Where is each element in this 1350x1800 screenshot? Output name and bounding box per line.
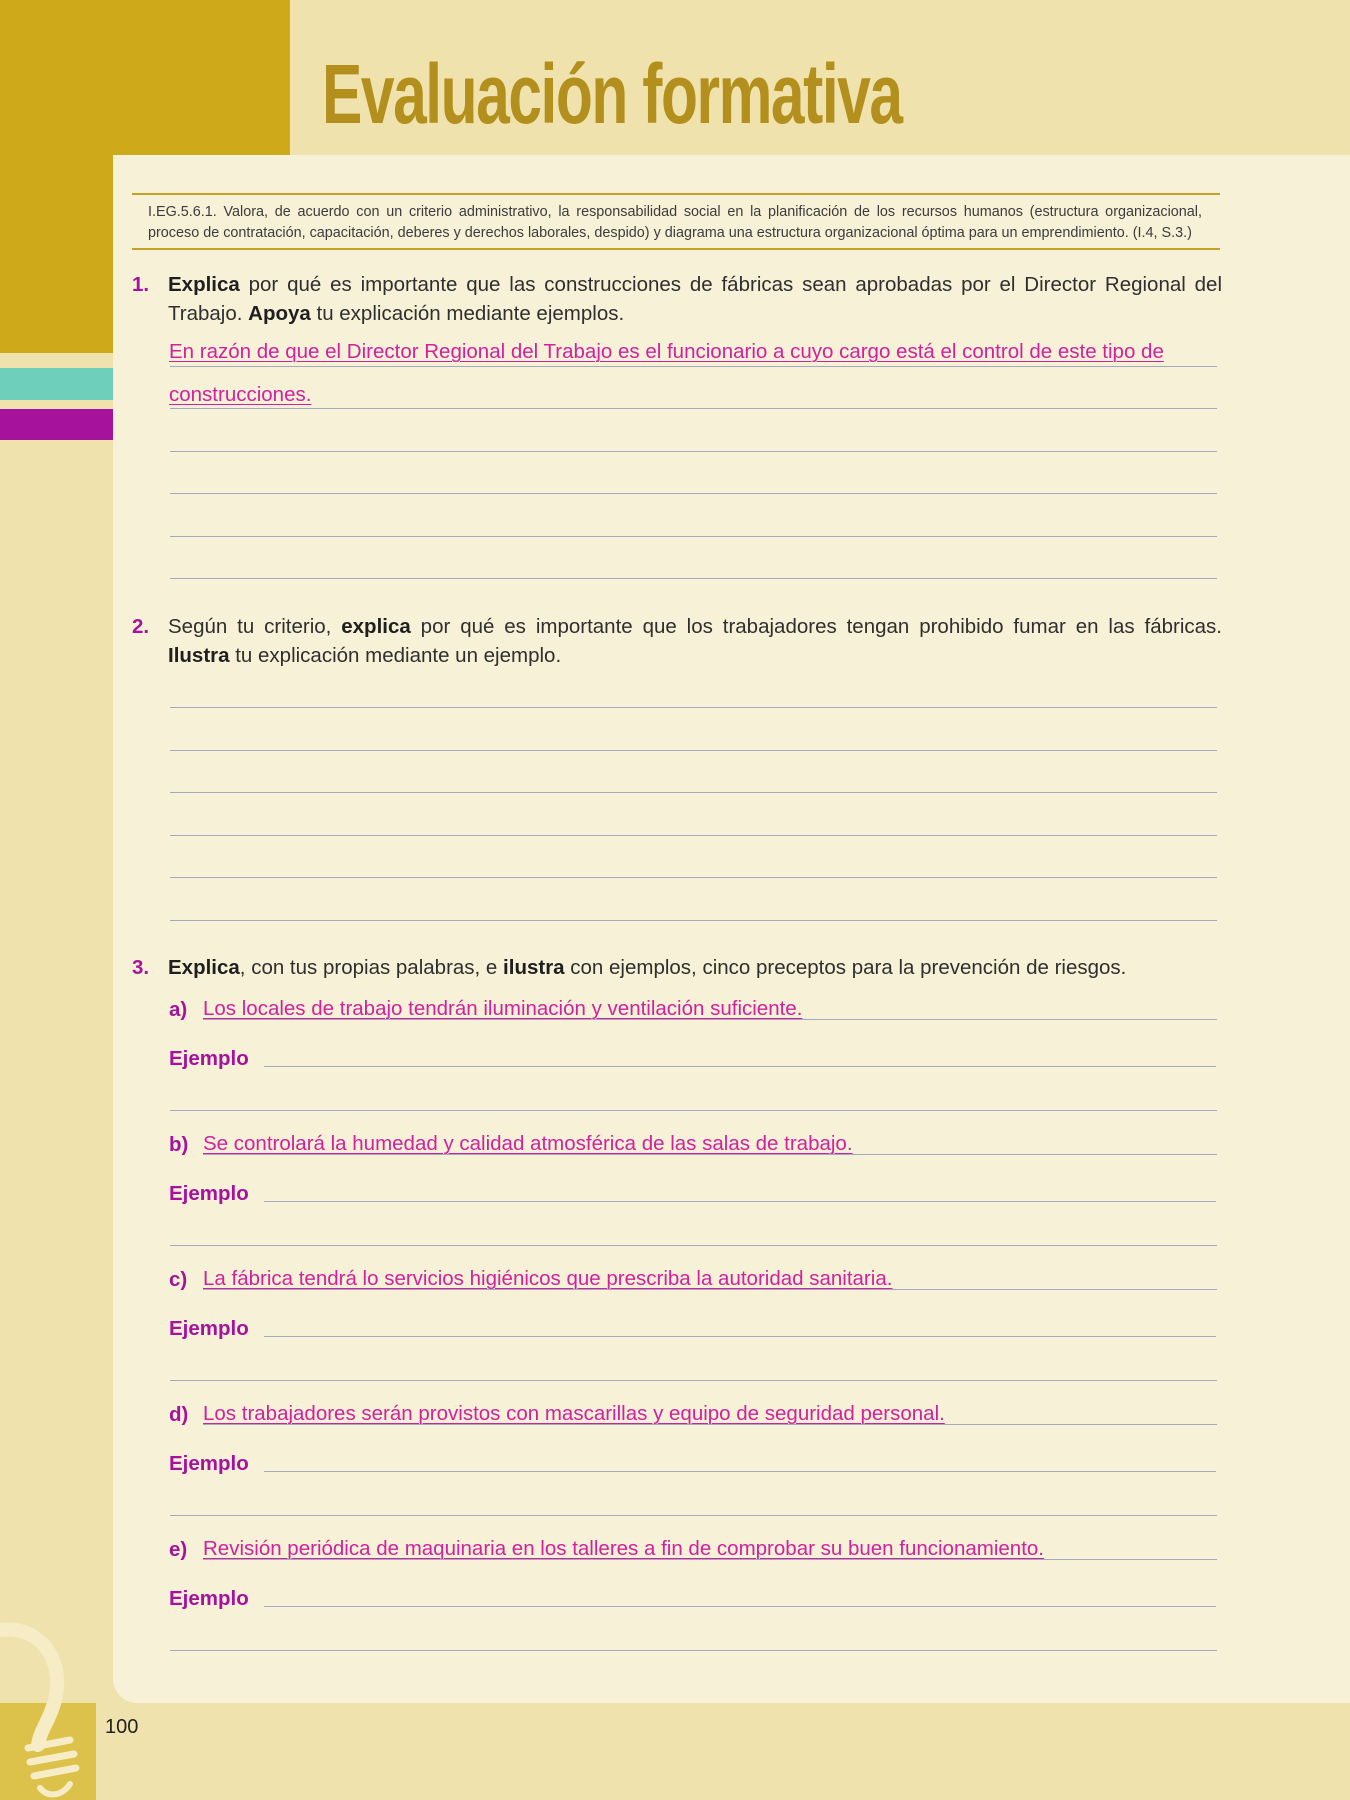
verb: Explica — [168, 273, 240, 296]
example-line[interactable] — [264, 1606, 1216, 1607]
page-number: 100 — [105, 1716, 139, 1738]
example-line[interactable] — [264, 1471, 1216, 1472]
question-1 — [132, 270, 1222, 328]
question-2 — [132, 612, 1222, 670]
question-text — [168, 953, 1222, 982]
example-line[interactable] — [264, 1066, 1216, 1067]
question-number: 2. — [132, 615, 150, 638]
text-fragment: tu explicación mediante un ejemplo. — [229, 644, 562, 667]
example-line[interactable] — [264, 1336, 1216, 1337]
example-label: Ejemplo — [169, 1452, 249, 1475]
item-letter: e) — [169, 1538, 188, 1561]
sidebar-gold-band — [0, 155, 113, 353]
verb: ilustra — [503, 956, 565, 979]
lightbulb-icon — [0, 1620, 100, 1800]
writing-line[interactable] — [203, 1424, 1217, 1425]
writing-line[interactable] — [203, 1289, 1217, 1290]
writing-line[interactable] — [170, 578, 1217, 579]
writing-line[interactable] — [170, 536, 1217, 537]
page-title: Evaluación formativa — [322, 47, 902, 141]
writing-line[interactable] — [170, 408, 1217, 409]
teal-stripe — [0, 368, 113, 400]
writing-line[interactable] — [203, 1154, 1217, 1155]
answer-line-1: En razón de que el Director Regional del Trabajo es el funcionario a cuyo cargo está el control de este tipo de — [169, 340, 1164, 363]
writing-line[interactable] — [170, 1515, 1217, 1516]
writing-line[interactable] — [170, 877, 1217, 878]
writing-line[interactable] — [203, 1559, 1217, 1560]
text-fragment: , con tus propias palabras, e — [239, 956, 504, 979]
item-letter: d) — [169, 1403, 189, 1426]
writing-line[interactable] — [170, 750, 1217, 751]
question-number: 3. — [132, 956, 150, 979]
writing-line[interactable] — [170, 1380, 1217, 1381]
header-gold-band — [0, 0, 290, 155]
writing-line[interactable] — [170, 1650, 1217, 1651]
item-letter: b) — [169, 1133, 189, 1156]
example-label: Ejemplo — [169, 1047, 249, 1070]
item-letter: c) — [169, 1268, 188, 1291]
question-3 — [132, 953, 1222, 982]
item-answer: Se controlará la humedad y calidad atmosférica de las salas de trabajo. — [203, 1132, 853, 1155]
magenta-stripe — [0, 409, 113, 440]
item-letter: a) — [169, 998, 188, 1021]
writing-line[interactable] — [170, 835, 1217, 836]
item-answer: Los locales de trabajo tendrán iluminación y ventilación suficiente. — [203, 997, 803, 1020]
text-fragment: por qué es importante que las construcciones de fábricas sean aprobadas por el Director Regional del Trabajo. — [168, 273, 1222, 325]
writing-line[interactable] — [170, 493, 1217, 494]
writing-line[interactable] — [170, 366, 1217, 367]
text-fragment: por qué es importante que los trabajadores tengan prohibido fumar en las fábricas. — [410, 615, 1222, 638]
item-answer: Los trabajadores serán provistos con mascarillas y equipo de seguridad personal. — [203, 1402, 945, 1425]
writing-line[interactable] — [170, 920, 1217, 921]
verb: explica — [341, 615, 411, 638]
item-answer: La fábrica tendrá lo servicios higiénicos que prescriba la autoridad sanitaria. — [203, 1267, 893, 1290]
text-fragment: Según tu criterio, — [168, 615, 342, 638]
writing-line[interactable] — [170, 707, 1217, 708]
verb: Apoya — [248, 302, 311, 325]
writing-line[interactable] — [170, 1110, 1217, 1111]
text-fragment: tu explicación mediante ejemplos. — [310, 302, 625, 325]
question-number: 1. — [132, 273, 150, 296]
example-label: Ejemplo — [169, 1182, 249, 1205]
text-fragment: con ejemplos, cinco preceptos para la prevención de riesgos. — [564, 956, 1127, 979]
example-label: Ejemplo — [169, 1317, 249, 1340]
example-line[interactable] — [264, 1201, 1216, 1202]
writing-line[interactable] — [170, 792, 1217, 793]
writing-line[interactable] — [203, 1019, 1217, 1020]
criteria-box: I.EG.5.6.1. Valora, de acuerdo con un criterio administrativo, la responsabilidad social en la planificación de los recursos humanos (estructura organizacional, proceso de contratación, capacitación, deberes y derechos laborales, despido) y diagrama una estructura organizacional óptima para un emprendimiento. (I.4, S.3.) — [132, 193, 1220, 250]
writing-line[interactable] — [170, 1245, 1217, 1246]
question-text — [168, 270, 1222, 328]
writing-line[interactable] — [170, 451, 1217, 452]
question-text — [168, 612, 1222, 670]
example-label: Ejemplo — [169, 1587, 249, 1610]
item-answer: Revisión periódica de maquinaria en los talleres a fin de comprobar su buen funcionamiento. — [203, 1537, 1044, 1560]
verb: Explica — [168, 956, 240, 979]
answer-line-2: construcciones. — [169, 383, 312, 406]
verb: Ilustra — [168, 644, 230, 667]
